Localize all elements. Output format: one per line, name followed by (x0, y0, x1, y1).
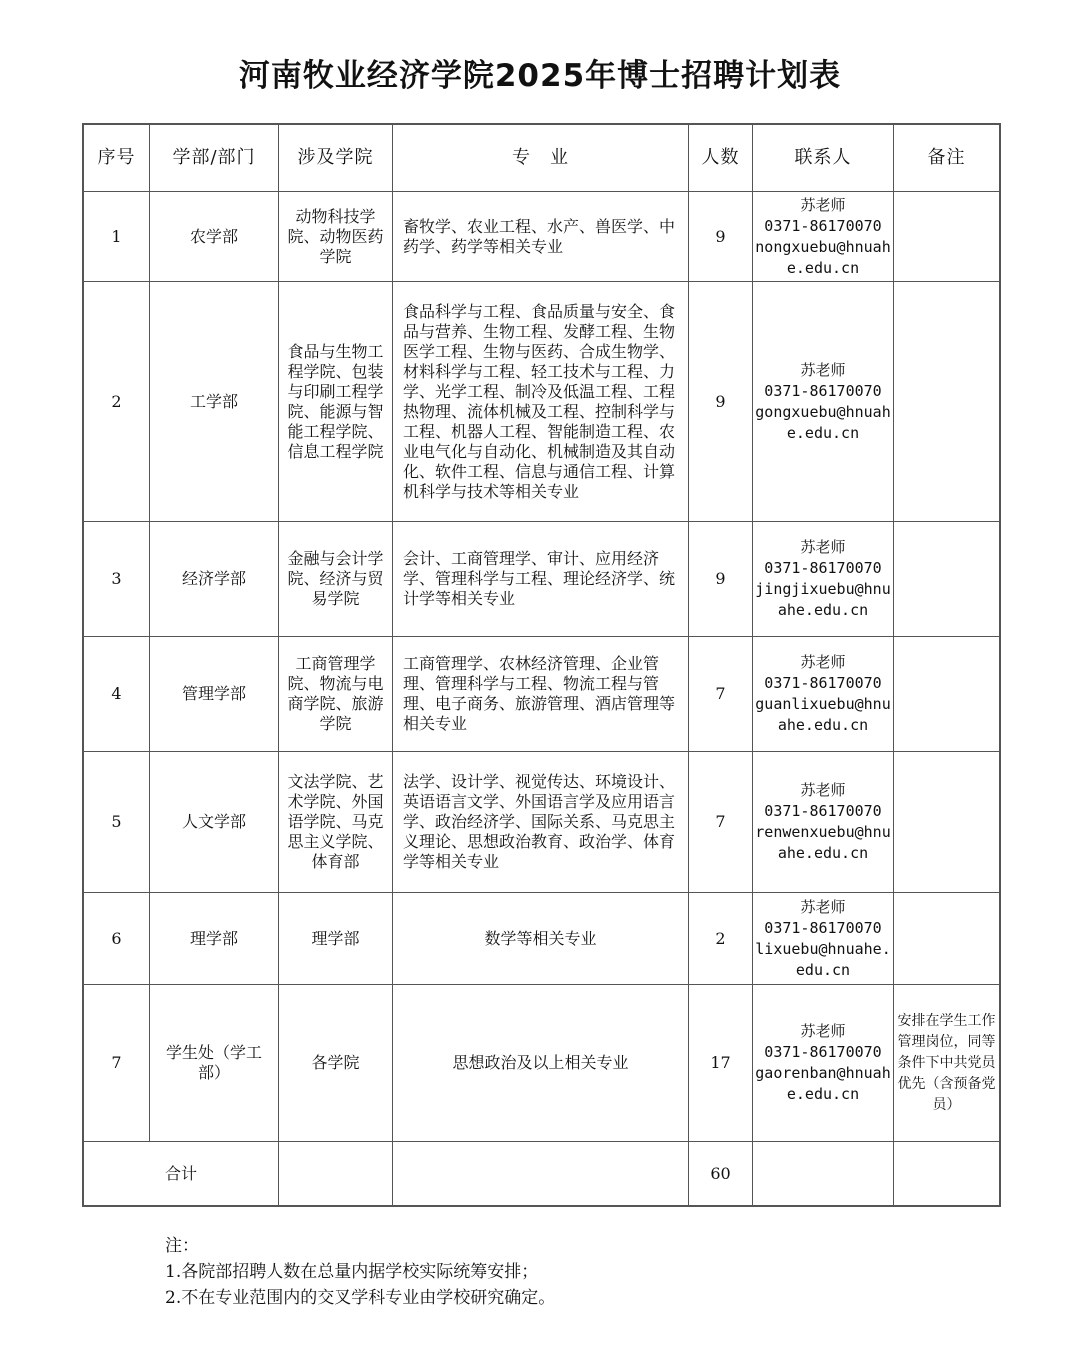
row-majors: 工商管理学、农林经济管理、企业管理、管理科学与工程、物流工程与管理、电子商务、旅游管理、酒店管理等相关专业 (393, 637, 689, 752)
row-contact (753, 522, 894, 637)
table-row (84, 985, 1000, 1142)
table-row (84, 637, 1000, 752)
row-contact (753, 752, 894, 893)
contact-name: 苏老师 (800, 195, 846, 214)
contact-phone: 0371-86170070 (764, 918, 882, 937)
row-count: 7 (689, 752, 753, 893)
recruitment-table-wrapper (83, 124, 999, 1206)
row-no: 5 (84, 752, 150, 893)
row-remark (894, 192, 1000, 282)
row-no: 7 (84, 985, 150, 1142)
contact-name: 苏老师 (800, 538, 846, 556)
contact-name: 苏老师 (800, 897, 846, 916)
contact-email: lixuebu@hnuahe.edu.cn (755, 939, 891, 979)
header-contact: 联系人 (753, 125, 894, 192)
row-colleges: 工商管理学院、物流与电商学院、旅游学院 (279, 637, 393, 752)
row-remark (894, 893, 1000, 985)
contact-phone: 0371-86170070 (764, 216, 882, 235)
contact-email: jingjixuebu@hnuahe.edu.cn (755, 580, 891, 619)
row-remark (894, 282, 1000, 522)
contact-name: 苏老师 (800, 781, 846, 799)
contact-email: nongxuebu@hnuahe.edu.cn (755, 237, 891, 277)
contact-email: guanlixuebu@hnuahe.edu.cn (755, 695, 891, 734)
row-no: 2 (84, 282, 150, 522)
row-no: 3 (84, 522, 150, 637)
total-empty-majors (393, 1142, 689, 1206)
total-count: 60 (689, 1142, 753, 1206)
row-remark (894, 637, 1000, 752)
total-label: 合计 (84, 1142, 279, 1206)
row-contact (753, 985, 894, 1142)
contact-name: 苏老师 (800, 360, 846, 379)
contact-phone: 0371-86170070 (764, 381, 882, 400)
table-row (84, 752, 1000, 893)
contact-email: gongxuebu@hnuahe.edu.cn (755, 402, 891, 442)
row-colleges: 理学部 (279, 893, 393, 985)
note-item: 1.各院部招聘人数在总量内据学校实际统筹安排； (165, 1262, 539, 1282)
row-colleges: 动物科技学院、动物医药学院 (279, 192, 393, 282)
note-item: 2.不在专业范围内的交叉学科专业由学校研究确定。 (165, 1288, 556, 1308)
recruitment-plan-table (83, 124, 1000, 1206)
row-count: 7 (689, 637, 753, 752)
notes-section (165, 1233, 555, 1311)
row-dept: 工学部 (150, 282, 279, 522)
row-colleges: 文法学院、艺术学院、外国语学院、马克思主义学院、体育部 (279, 752, 393, 893)
row-dept: 管理学部 (150, 637, 279, 752)
row-dept: 学生处（学工部） (150, 985, 279, 1142)
row-contact (753, 893, 894, 985)
row-majors: 食品科学与工程、食品质量与安全、食品与营养、生物工程、发酵工程、生物医学工程、生物与医药、合成生物学、材料科学与工程、轻工技术与工程、力学、光学工程、制冷及低温工程、工程热物理、流体机械及工程、控制科学与工程、机器人工程、智能制造工程、农业电气化与自动化、机械制造及其自动化、软件工程、信息与通信工程、计算机科学与技术等相关专业 (393, 282, 689, 522)
contact-email: renwenxuebu@hnuahe.edu.cn (755, 823, 891, 862)
row-remark: 安排在学生工作管理岗位，同等条件下中共党员优先（含预备党员） (894, 985, 1000, 1142)
header-no: 序号 (84, 125, 150, 192)
table-row (84, 192, 1000, 282)
row-dept: 理学部 (150, 893, 279, 985)
row-count: 9 (689, 192, 753, 282)
row-count: 9 (689, 282, 753, 522)
table-header-row (84, 125, 1000, 192)
header-remark: 备注 (894, 125, 1000, 192)
total-empty-contact (753, 1142, 894, 1206)
contact-phone: 0371-86170070 (764, 674, 882, 692)
row-dept: 经济学部 (150, 522, 279, 637)
row-no: 4 (84, 637, 150, 752)
row-count: 2 (689, 893, 753, 985)
contact-email: gaorenban@hnuahe.edu.cn (755, 1064, 891, 1103)
row-dept: 人文学部 (150, 752, 279, 893)
row-dept: 农学部 (150, 192, 279, 282)
page-title: 河南牧业经济学院2025年博士招聘计划表 (238, 58, 842, 94)
contact-phone: 0371-86170070 (764, 802, 882, 820)
row-no: 1 (84, 192, 150, 282)
row-majors: 法学、设计学、视觉传达、环境设计、英语语言文学、外国语言学及应用语言学、政治经济学、国际关系、马克思主义理论、思想政治教育、政治学、体育学等相关专业 (393, 752, 689, 893)
row-majors: 会计、工商管理学、审计、应用经济学、管理科学与工程、理论经济学、统计学等相关专业 (393, 522, 689, 637)
row-majors: 畜牧学、农业工程、水产、兽医学、中药学、药学等相关专业 (393, 192, 689, 282)
row-contact (753, 192, 894, 282)
table-row (84, 522, 1000, 637)
contact-phone: 0371-86170070 (764, 559, 882, 577)
row-count: 17 (689, 985, 753, 1142)
contact-name: 苏老师 (800, 1022, 846, 1040)
header-colleges: 涉及学院 (279, 125, 393, 192)
contact-name: 苏老师 (800, 653, 846, 671)
table-row (84, 282, 1000, 522)
total-empty-remark (894, 1142, 1000, 1206)
row-count: 9 (689, 522, 753, 637)
row-majors: 思想政治及以上相关专业 (393, 985, 689, 1142)
header-count: 人数 (689, 125, 753, 192)
header-dept: 学部/部门 (150, 125, 279, 192)
row-no: 6 (84, 893, 150, 985)
row-remark (894, 752, 1000, 893)
table-body (84, 192, 1000, 1206)
notes-heading: 注： (165, 1236, 199, 1256)
row-majors: 数学等相关专业 (393, 893, 689, 985)
header-majors: 专 业 (393, 125, 689, 192)
total-row (84, 1142, 1000, 1206)
table-row (84, 893, 1000, 985)
row-colleges: 金融与会计学院、经济与贸易学院 (279, 522, 393, 637)
row-contact (753, 637, 894, 752)
row-remark (894, 522, 1000, 637)
total-empty-colleges (279, 1142, 393, 1206)
row-contact (753, 282, 894, 522)
row-colleges: 各学院 (279, 985, 393, 1142)
row-colleges: 食品与生物工程学院、包装与印刷工程学院、能源与智能工程学院、信息工程学院 (279, 282, 393, 522)
contact-phone: 0371-86170070 (764, 1043, 882, 1061)
